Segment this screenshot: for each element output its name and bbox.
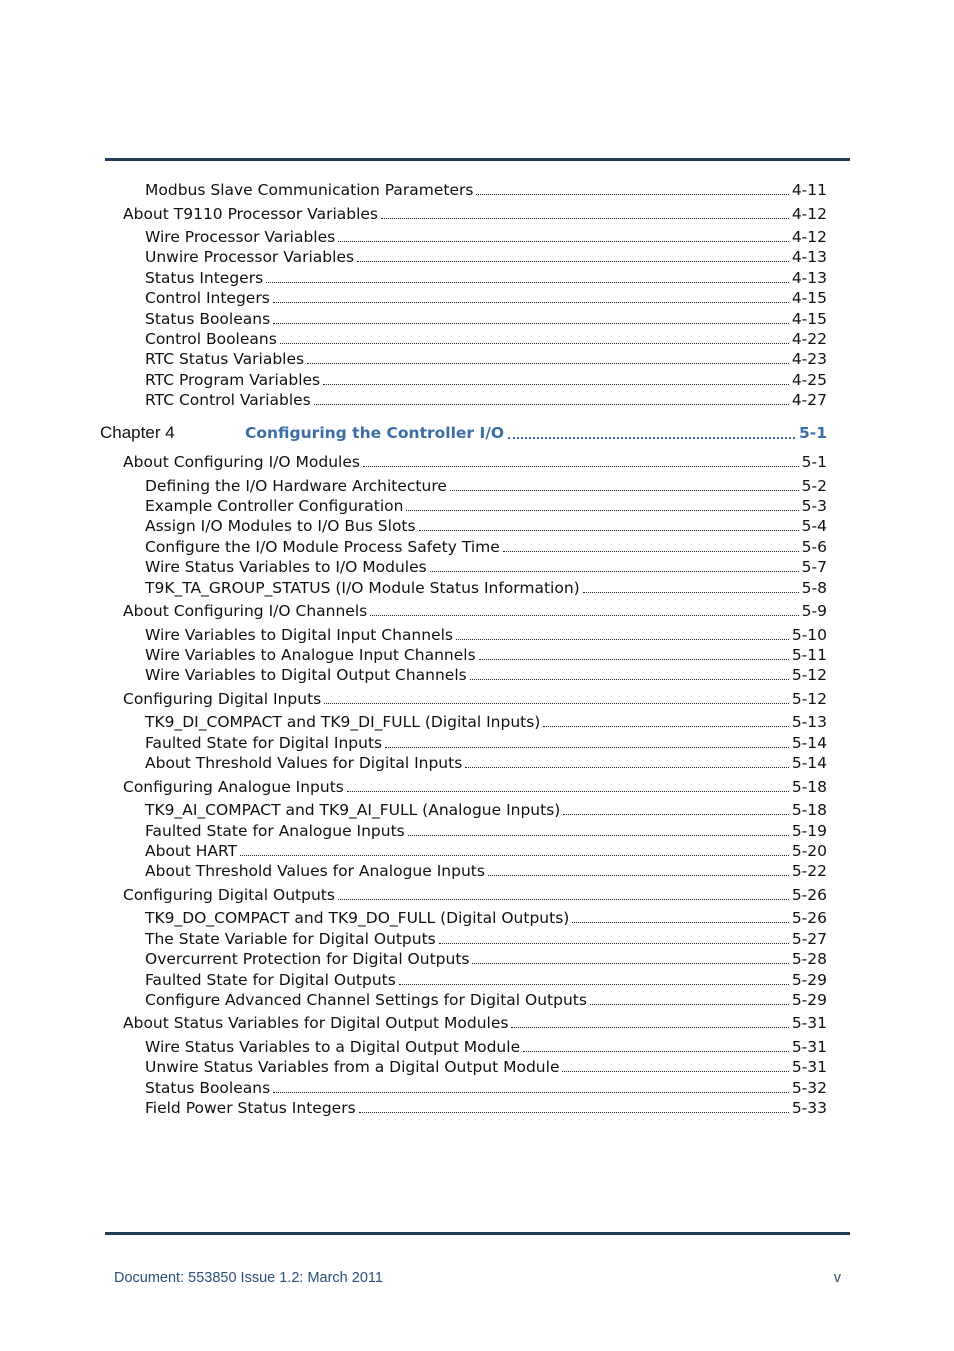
toc-leader-dots [338,885,789,900]
toc-entry-title: Control Booleans [145,330,277,348]
toc-entry-page: 5-14 [791,754,827,773]
toc-entry-title: Configure the I/O Module Process Safety Time [145,537,500,556]
toc-subsection-entry[interactable] [145,349,827,369]
toc-leader-dots [385,733,789,748]
toc-entry-title: Configuring Analogue Inputs [123,777,344,796]
toc-subsection-entry[interactable] [145,180,827,200]
toc-leader-dots [543,712,788,727]
toc-leader-dots [456,625,789,640]
toc-entry-title: TK9_DO_COMPACT and TK9_DO_FULL (Digital Outputs) [145,909,570,928]
toc-leader-dots [583,578,799,593]
toc-section-entry[interactable] [123,1013,827,1033]
toc-leader-dots [430,557,799,572]
toc-entry-page: 5-26 [791,909,827,928]
toc-entry-title: Faulted State for Digital Outputs [145,970,396,989]
toc-entry-page: 5-3 [801,496,827,515]
footer-page-number: v [833,1270,841,1286]
toc-entry-page: 4-12 [791,228,827,246]
toc-subsection-entry[interactable] [145,247,827,267]
toc-entry-title: TK9_AI_COMPACT and TK9_AI_FULL (Analogue Inputs) [145,801,561,820]
toc-subsection-entry[interactable] [145,1098,827,1118]
toc-subsection-entry[interactable] [145,268,827,288]
chapter-heading[interactable] [100,423,827,445]
toc-subsection-entry[interactable] [145,861,827,881]
toc-entry-title: Configuring Digital Inputs [123,689,322,708]
toc-leader-dots [357,247,789,262]
toc-entry-title: About Configuring I/O Channels [123,602,368,620]
toc-entry-title: Status Integers [145,268,264,287]
toc-entry-title: RTC Control Variables [145,391,311,410]
toc-entry-page: 5-14 [791,733,827,752]
toc-entry-page: 5-13 [791,713,827,732]
toc-subsection-entry[interactable] [145,537,827,557]
toc-entry-title: About Configuring I/O Modules [123,453,360,471]
toc-entry-page: 5-28 [791,950,827,969]
toc-leader-dots [359,1098,789,1113]
toc-leader-dots [240,841,789,856]
toc-leader-dots [590,990,789,1005]
toc-section-entry[interactable] [123,777,827,797]
toc-entry-title: Configuring Digital Outputs [123,885,335,904]
toc-entry-title: About Threshold Values for Digital Inputs [145,754,463,773]
toc-entry-title: About T9110 Processor Variables [123,204,379,223]
toc-entry-page: 5-27 [791,929,827,948]
toc-subsection-entry[interactable] [145,733,827,753]
toc-entry-page: 5-19 [791,821,827,840]
toc-entry-title: The State Variable for Digital Outputs [145,929,436,948]
toc-leader-dots [273,309,789,324]
toc-entry-page: 5-29 [791,970,827,989]
toc-entry-page: 5-11 [791,645,827,664]
toc-entry-page: 5-1 [801,453,827,471]
toc-subsection-entry[interactable] [145,929,827,949]
toc-entry-title: About Status Variables for Digital Output Modules [123,1014,509,1033]
toc-subsection-entry[interactable] [145,665,827,685]
toc-subsection-entry[interactable] [145,908,827,928]
toc-entry-page: 4-15 [791,309,827,328]
toc-subsection-entry[interactable] [145,625,827,645]
toc-subsection-entry[interactable] [145,390,827,410]
toc-entry-title: Defining the I/O Hardware Architecture [145,476,447,495]
toc-entry-title: Wire Status Variables to a Digital Output Module [145,1037,521,1056]
toc-subsection-entry[interactable] [145,578,827,598]
chapter-title: Configuring the Controller I/O [245,424,505,442]
toc-entry-page: 5-12 [791,666,827,685]
chapter-label: Chapter 4 [100,423,175,442]
toc-subsection-entry[interactable] [145,990,827,1010]
toc-leader-dots [439,929,789,944]
toc-leader-dots [476,180,788,195]
toc-entry-page: 4-13 [791,248,827,267]
chapter-leader-dots [508,423,795,439]
toc-entry-page: 4-15 [791,289,827,308]
toc-subsection-entry[interactable] [145,712,827,732]
toc-leader-dots [465,753,789,768]
toc-subsection-entry[interactable] [145,645,827,665]
chapter-page-number: 5-1 [798,424,827,442]
toc-entry-page: 5-12 [791,689,827,708]
toc-leader-dots [450,476,799,491]
toc-leader-dots [572,908,789,923]
toc-entry-page: 5-31 [791,1037,827,1056]
toc-entry-page: 5-2 [801,476,827,495]
toc-leader-dots [563,800,788,815]
toc-entry-page: 4-23 [791,350,827,369]
toc-entry-title: Faulted State for Analogue Inputs [145,821,405,840]
toc-entry-title: RTC Program Variables [145,370,321,389]
toc-entry-title: Status Booleans [145,309,271,328]
toc-leader-dots [273,288,789,303]
toc-subsection-entry[interactable] [145,557,827,577]
toc-entry-title: RTC Status Variables [145,350,305,369]
toc-entry-title: Wire Status Variables to I/O Modules [145,558,427,577]
toc-leader-dots [266,268,789,283]
toc-entry-page: 4-27 [791,391,827,410]
toc-entry-title: Assign I/O Modules to I/O Bus Slots [145,517,416,536]
toc-leader-dots [523,1037,789,1052]
toc-entry-page: 5-31 [791,1058,827,1077]
footer-document-info: Document: 553850 Issue 1.2: March 2011 [114,1270,383,1286]
toc-subsection-entry[interactable] [145,1078,827,1098]
toc-entry-page: 4-25 [791,370,827,389]
toc-entry-title: About HART [145,841,238,860]
toc-entry-title: Unwire Processor Variables [145,248,355,267]
toc-entry-page: 5-32 [791,1078,827,1097]
toc-entry-title: T9K_TA_GROUP_STATUS (I/O Module Status Information) [145,578,580,597]
toc-entry-page: 5-18 [791,801,827,820]
toc-entry-page: 5-9 [801,602,827,620]
toc-entry-page: 5-31 [791,1014,827,1033]
toc-entry-page: 4-11 [791,181,827,199]
toc-leader-dots [488,861,789,876]
toc-entry-page: 5-7 [801,558,827,577]
toc-leader-dots [307,349,789,364]
toc-subsection-entry[interactable] [145,309,827,329]
toc-leader-dots [347,777,789,792]
toc-entry-title: Wire Variables to Analogue Input Channels [145,645,476,664]
toc-leader-dots [511,1013,788,1028]
toc-section-entry[interactable] [123,452,827,472]
toc-entry-page: 5-22 [791,862,827,881]
toc-entry-title: Unwire Status Variables from a Digital Output Module [145,1058,560,1077]
toc-entry-title: Example Controller Configuration [145,496,404,515]
toc-subsection-entry[interactable] [145,841,827,861]
toc-leader-dots [470,665,789,680]
toc-subsection-entry[interactable] [145,800,827,820]
toc-leader-dots [419,516,799,531]
toc-entry-page: 5-8 [801,578,827,597]
toc-subsection-entry[interactable] [145,970,827,990]
toc-leader-dots [324,689,789,704]
toc-entry-page: 4-13 [791,268,827,287]
toc-section-entry[interactable] [123,689,827,709]
toc-entry-title: Configure Advanced Channel Settings for Digital Outputs [145,990,587,1009]
toc-entry-page: 5-18 [791,777,827,796]
toc-entry-page: 5-33 [791,1099,827,1118]
toc-entry-title: Control Integers [145,289,270,308]
toc-entry-title: Status Booleans [145,1078,271,1097]
toc-subsection-entry[interactable] [145,753,827,773]
toc-subsection-entry[interactable] [145,516,827,536]
toc-entry-page: 5-29 [791,990,827,1009]
toc-entry-page: 4-22 [791,330,827,348]
toc-leader-dots [381,204,789,219]
toc-subsection-entry[interactable] [145,476,827,496]
toc-leader-dots [472,949,788,964]
toc-leader-dots [273,1078,789,1093]
toc-subsection-entry[interactable] [145,329,827,349]
toc-section-entry[interactable] [123,204,827,224]
toc-leader-dots [280,329,789,344]
toc-leader-dots [323,370,789,385]
toc-subsection-entry[interactable] [145,949,827,969]
toc-entry-title: Wire Variables to Digital Output Channels [145,666,467,685]
toc-entry-page: 5-26 [791,885,827,904]
toc-entry-title: Field Power Status Integers [145,1099,356,1118]
toc-leader-dots [370,601,798,616]
toc-leader-dots [314,390,789,405]
toc-leader-dots [399,970,789,985]
toc-leader-dots [503,537,799,552]
header-rule [105,158,850,161]
toc-leader-dots [406,496,798,511]
toc-entry-title: Overcurrent Protection for Digital Outputs [145,950,470,969]
toc-section-entry[interactable] [123,601,827,621]
toc-entry-page: 5-10 [791,625,827,644]
toc-subsection-entry[interactable] [145,821,827,841]
toc-entry-title: Modbus Slave Communication Parameters [145,181,474,199]
toc-entry-page: 4-12 [791,204,827,223]
toc-leader-dots [562,1057,788,1072]
toc-subsection-entry[interactable] [145,288,827,308]
toc-entry-title: About Threshold Values for Analogue Inputs [145,862,485,881]
toc-leader-dots [363,452,799,467]
toc-entry-title: Wire Variables to Digital Input Channels [145,625,454,644]
footer-rule [105,1232,850,1235]
toc-subsection-entry[interactable] [145,1057,827,1077]
toc-subsection-entry[interactable] [145,496,827,516]
toc-entry-title: Faulted State for Digital Inputs [145,733,383,752]
toc-subsection-entry[interactable] [145,227,827,247]
toc-leader-dots [338,227,789,242]
toc-entry-page: 5-4 [801,517,827,536]
toc-section-entry[interactable] [123,885,827,905]
toc-entry-page: 5-20 [791,841,827,860]
toc-subsection-entry[interactable] [145,1037,827,1057]
toc-entry-title: Wire Processor Variables [145,228,336,246]
toc-entry-page: 5-6 [801,537,827,556]
toc-subsection-entry[interactable] [145,370,827,390]
toc-leader-dots [479,645,789,660]
toc-entry-title: TK9_DI_COMPACT and TK9_DI_FULL (Digital Inputs) [145,713,541,732]
toc-leader-dots [408,821,789,836]
